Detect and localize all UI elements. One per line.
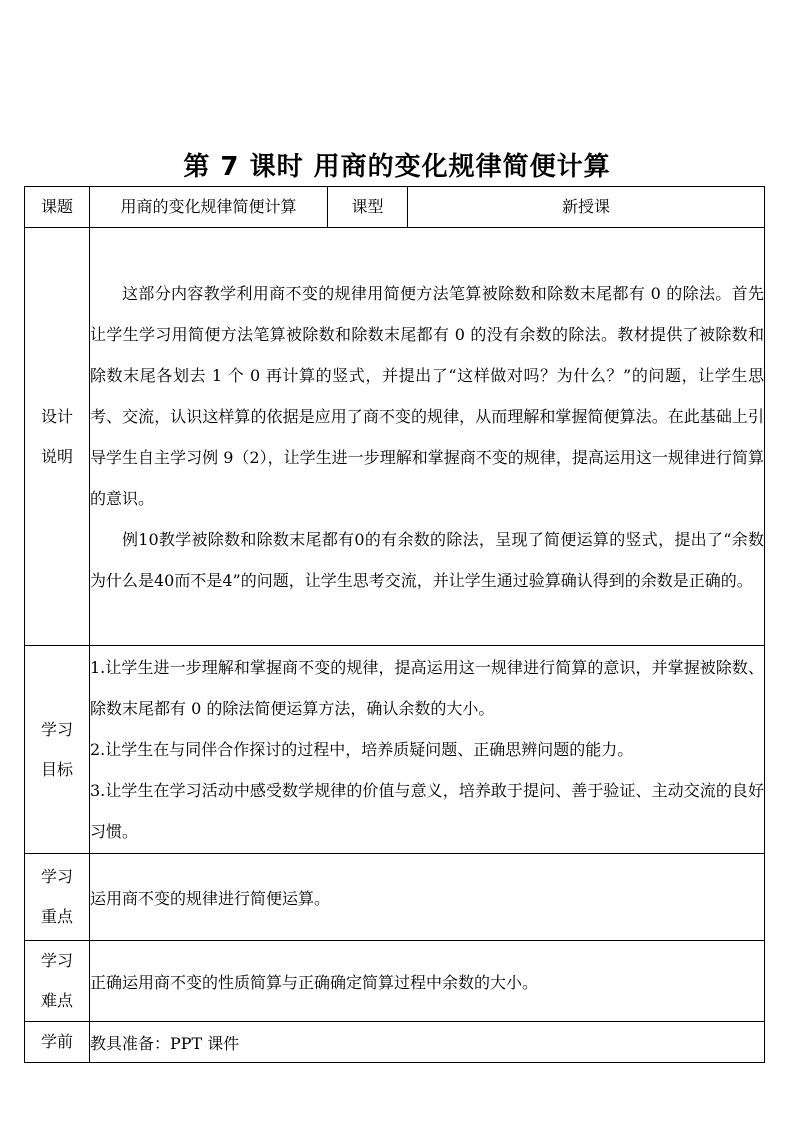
difficulties-row bbox=[25, 941, 765, 1022]
design-content bbox=[90, 228, 765, 646]
design-paragraph-1: 这部分内容教学利用商不变的规律用简便方法笔算被除数和除数末尾都有 0 的除法。首先让学生学习用简便方法笔算被除数和除数末尾都有 0 的没有余数的除法。教材提供了被除数和除数末尾各划去 1 个 0 再计算的竖式，并提出了“这样做对吗？为什么？”的问题，让学生思考、交流，认识这样算的依据是应用了商不变的规律，从而理解和掌握简便算法。在此基础上引导学生自主学习例 9（2），让学生进一步理解和掌握商不变的规律，提高运用这一规律进行简算的意识。 bbox=[90, 283, 764, 508]
goals-row bbox=[25, 646, 765, 854]
topic-label: 课题 bbox=[25, 187, 90, 228]
design-paragraph-2: 例10教学被除数和除数末尾都有0的有余数的除法，呈现了简便运算的竖式，提出了“余数为什么是40而不是4”的问题，让学生思考交流，并让学生通过验算确认得到的余数是正确的。 bbox=[90, 529, 764, 590]
key-points-label-line2: 重点 bbox=[40, 907, 73, 926]
difficulties-label-line2: 难点 bbox=[40, 991, 73, 1010]
key-points-label-line1: 学习 bbox=[40, 867, 73, 886]
page-title: 第 7 课时 用商的变化规律简便计算 bbox=[183, 152, 611, 182]
design-row bbox=[25, 228, 765, 646]
type-value: 新授课 bbox=[408, 187, 765, 228]
type-label: 课型 bbox=[328, 187, 408, 228]
goal-item-2: 2.让学生在与同伴合作探讨的过程中，培养质疑问题、正确思辨问题的能力。 bbox=[90, 740, 634, 759]
goals-label-line1: 学习 bbox=[40, 719, 73, 739]
preparation-row bbox=[25, 1022, 765, 1063]
difficulties-text: 正确运用商不变的性质简算与正确确定简算过程中余数的大小。 bbox=[90, 941, 765, 1022]
goal-item-1: 1.让学生进一步理解和掌握商不变的规律，提高运用这一规律进行简算的意识，并掌握被除数、除数末尾都有 0 的除法简便运算方法，确认余数的大小。 bbox=[90, 658, 764, 718]
goals-content bbox=[90, 646, 765, 854]
goals-label-line2: 目标 bbox=[40, 759, 73, 779]
key-points-row bbox=[25, 854, 765, 941]
goals-label bbox=[25, 646, 90, 854]
design-label-line1: 设计 bbox=[40, 406, 73, 426]
lesson-plan-table bbox=[24, 186, 765, 1063]
difficulties-label bbox=[25, 941, 90, 1022]
key-points-label bbox=[25, 854, 90, 941]
design-label bbox=[25, 228, 90, 646]
topic-row bbox=[25, 187, 765, 228]
preparation-label: 学前 bbox=[25, 1022, 90, 1063]
goal-item-3: 3.让学生在学习活动中感受数学规律的价值与意义，培养敢于提问、善于验证、主动交流的良好习惯。 bbox=[90, 781, 764, 841]
difficulties-label-line1: 学习 bbox=[40, 951, 73, 970]
topic-value: 用商的变化规律简便计算 bbox=[90, 187, 328, 228]
preparation-text: 教具准备：PPT 课件 bbox=[90, 1022, 765, 1063]
design-label-line2: 说明 bbox=[40, 446, 73, 466]
key-points-text: 运用商不变的规律进行简便运算。 bbox=[90, 854, 765, 941]
